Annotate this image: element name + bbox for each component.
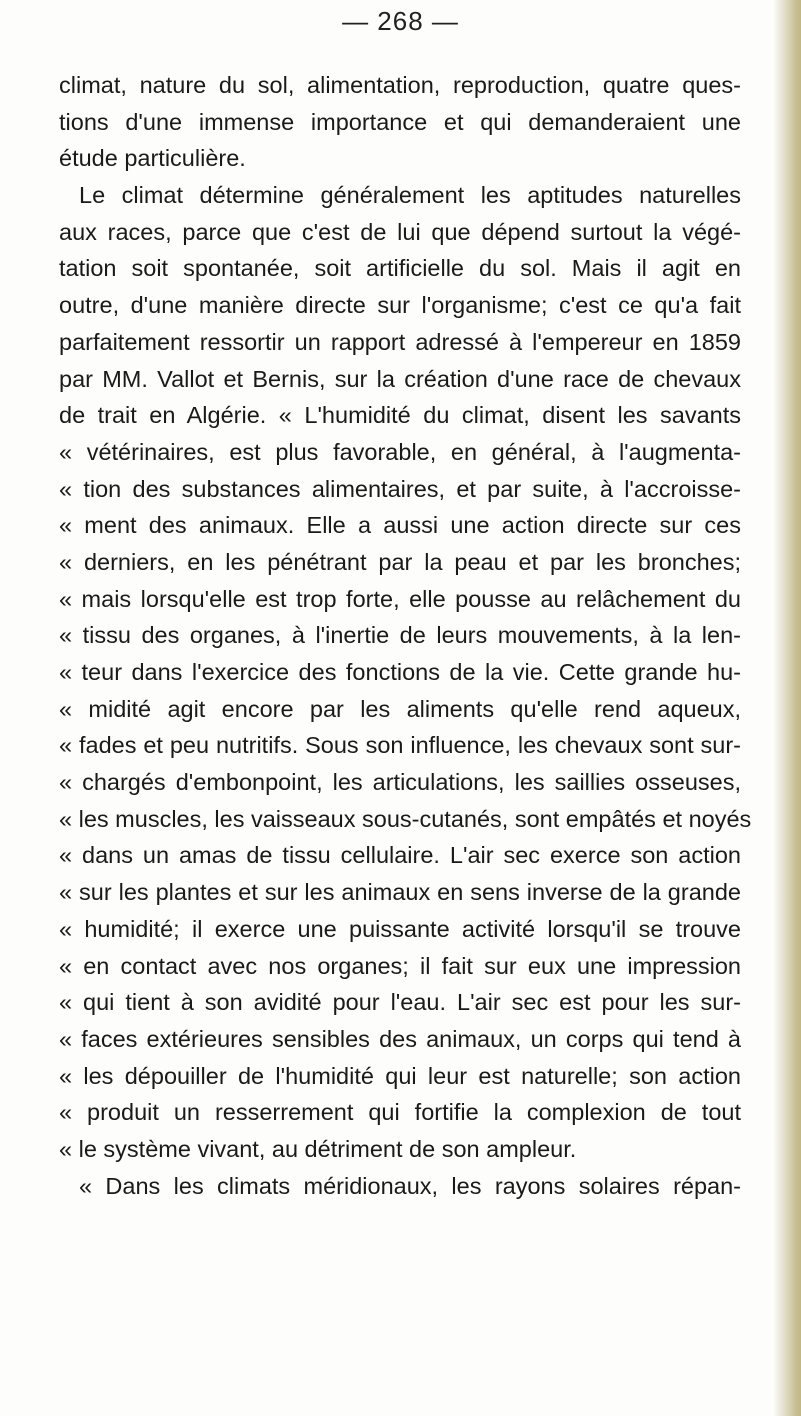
- text-line: « chargés d'embonpoint, les articulations, les saillies osseuses,: [59, 769, 741, 796]
- text-line: « produit un resserrement qui fortifie la complexion de tout: [59, 1099, 741, 1126]
- text-line: tions d'une immense importance et qui demanderaient une: [59, 108, 741, 135]
- text-line: « faces extérieures sensibles des animaux, un corps qui tend à: [59, 1025, 741, 1052]
- text-line: « derniers, en les pénétrant par la peau et par les bronches;: [59, 548, 741, 575]
- text-line: « Dans les climats méridionaux, les rayons solaires répan-: [79, 1172, 741, 1199]
- text-line: « les muscles, les vaisseaux sous-cutanés, sont empâtés et noyés: [59, 805, 752, 832]
- text-line: de trait en Algérie. « L'humidité du climat, disent les savants: [59, 402, 741, 429]
- text-line: outre, d'une manière directe sur l'organisme; c'est ce qu'a fait: [59, 292, 741, 319]
- text-line: « le système vivant, au détriment de son ampleur.: [59, 1135, 577, 1162]
- text-line: « humidité; il exerce une puissante activité lorsqu'il se trouve: [59, 915, 741, 942]
- text-line: « dans un amas de tissu cellulaire. L'air sec exerce son action: [59, 842, 741, 869]
- page-edge: [773, 0, 801, 1416]
- text-line: climat, nature du sol, alimentation, reproduction, quatre ques-: [59, 72, 741, 98]
- text-line: aux races, parce que c'est de lui que dépend surtout la végé-: [59, 218, 741, 245]
- text-line: parfaitement ressortir un rapport adressé à l'empereur en 1859: [59, 328, 741, 355]
- text-line: « qui tient à son avidité pour l'eau. L'air sec est pour les sur-: [59, 989, 741, 1016]
- text-line: « en contact avec nos organes; il fait sur eux une impression: [59, 952, 741, 979]
- text-line: par MM. Vallot et Bernis, sur la création d'une race de chevaux: [59, 365, 741, 392]
- body-text: [59, 67, 752, 1204]
- text-line: tation soit spontanée, soit artificielle du sol. Mais il agit en: [59, 255, 741, 282]
- page-number: — 268 —: [342, 6, 459, 36]
- text-line: « teur dans l'exercice des fonctions de la vie. Cette grande hu-: [59, 659, 741, 685]
- text-line: « tion des substances alimentaires, et par suite, à l'accroisse-: [59, 475, 741, 502]
- text-line: « ment des animaux. Elle a aussi une action directe sur ces: [59, 512, 741, 539]
- text-line: « tissu des organes, à l'inertie de leurs mouvements, à la len-: [59, 622, 741, 649]
- text-line: Le climat détermine généralement les aptitudes naturelles: [79, 182, 741, 209]
- text-line: étude particulière.: [59, 145, 246, 172]
- text-line: « fades et peu nutritifs. Sous son influence, les chevaux sont sur-: [59, 732, 741, 759]
- text-line: « vétérinaires, est plus favorable, en général, à l'augmenta-: [59, 438, 741, 465]
- text-line: « les dépouiller de l'humidité qui leur est naturelle; son action: [59, 1062, 741, 1089]
- text-line: « mais lorsqu'elle est trop forte, elle pousse au relâchement du: [59, 585, 741, 612]
- text-line: « midité agit encore par les aliments qu'elle rend aqueux,: [59, 695, 741, 722]
- text-line: « sur les plantes et sur les animaux en sens inverse de la grande: [59, 879, 741, 906]
